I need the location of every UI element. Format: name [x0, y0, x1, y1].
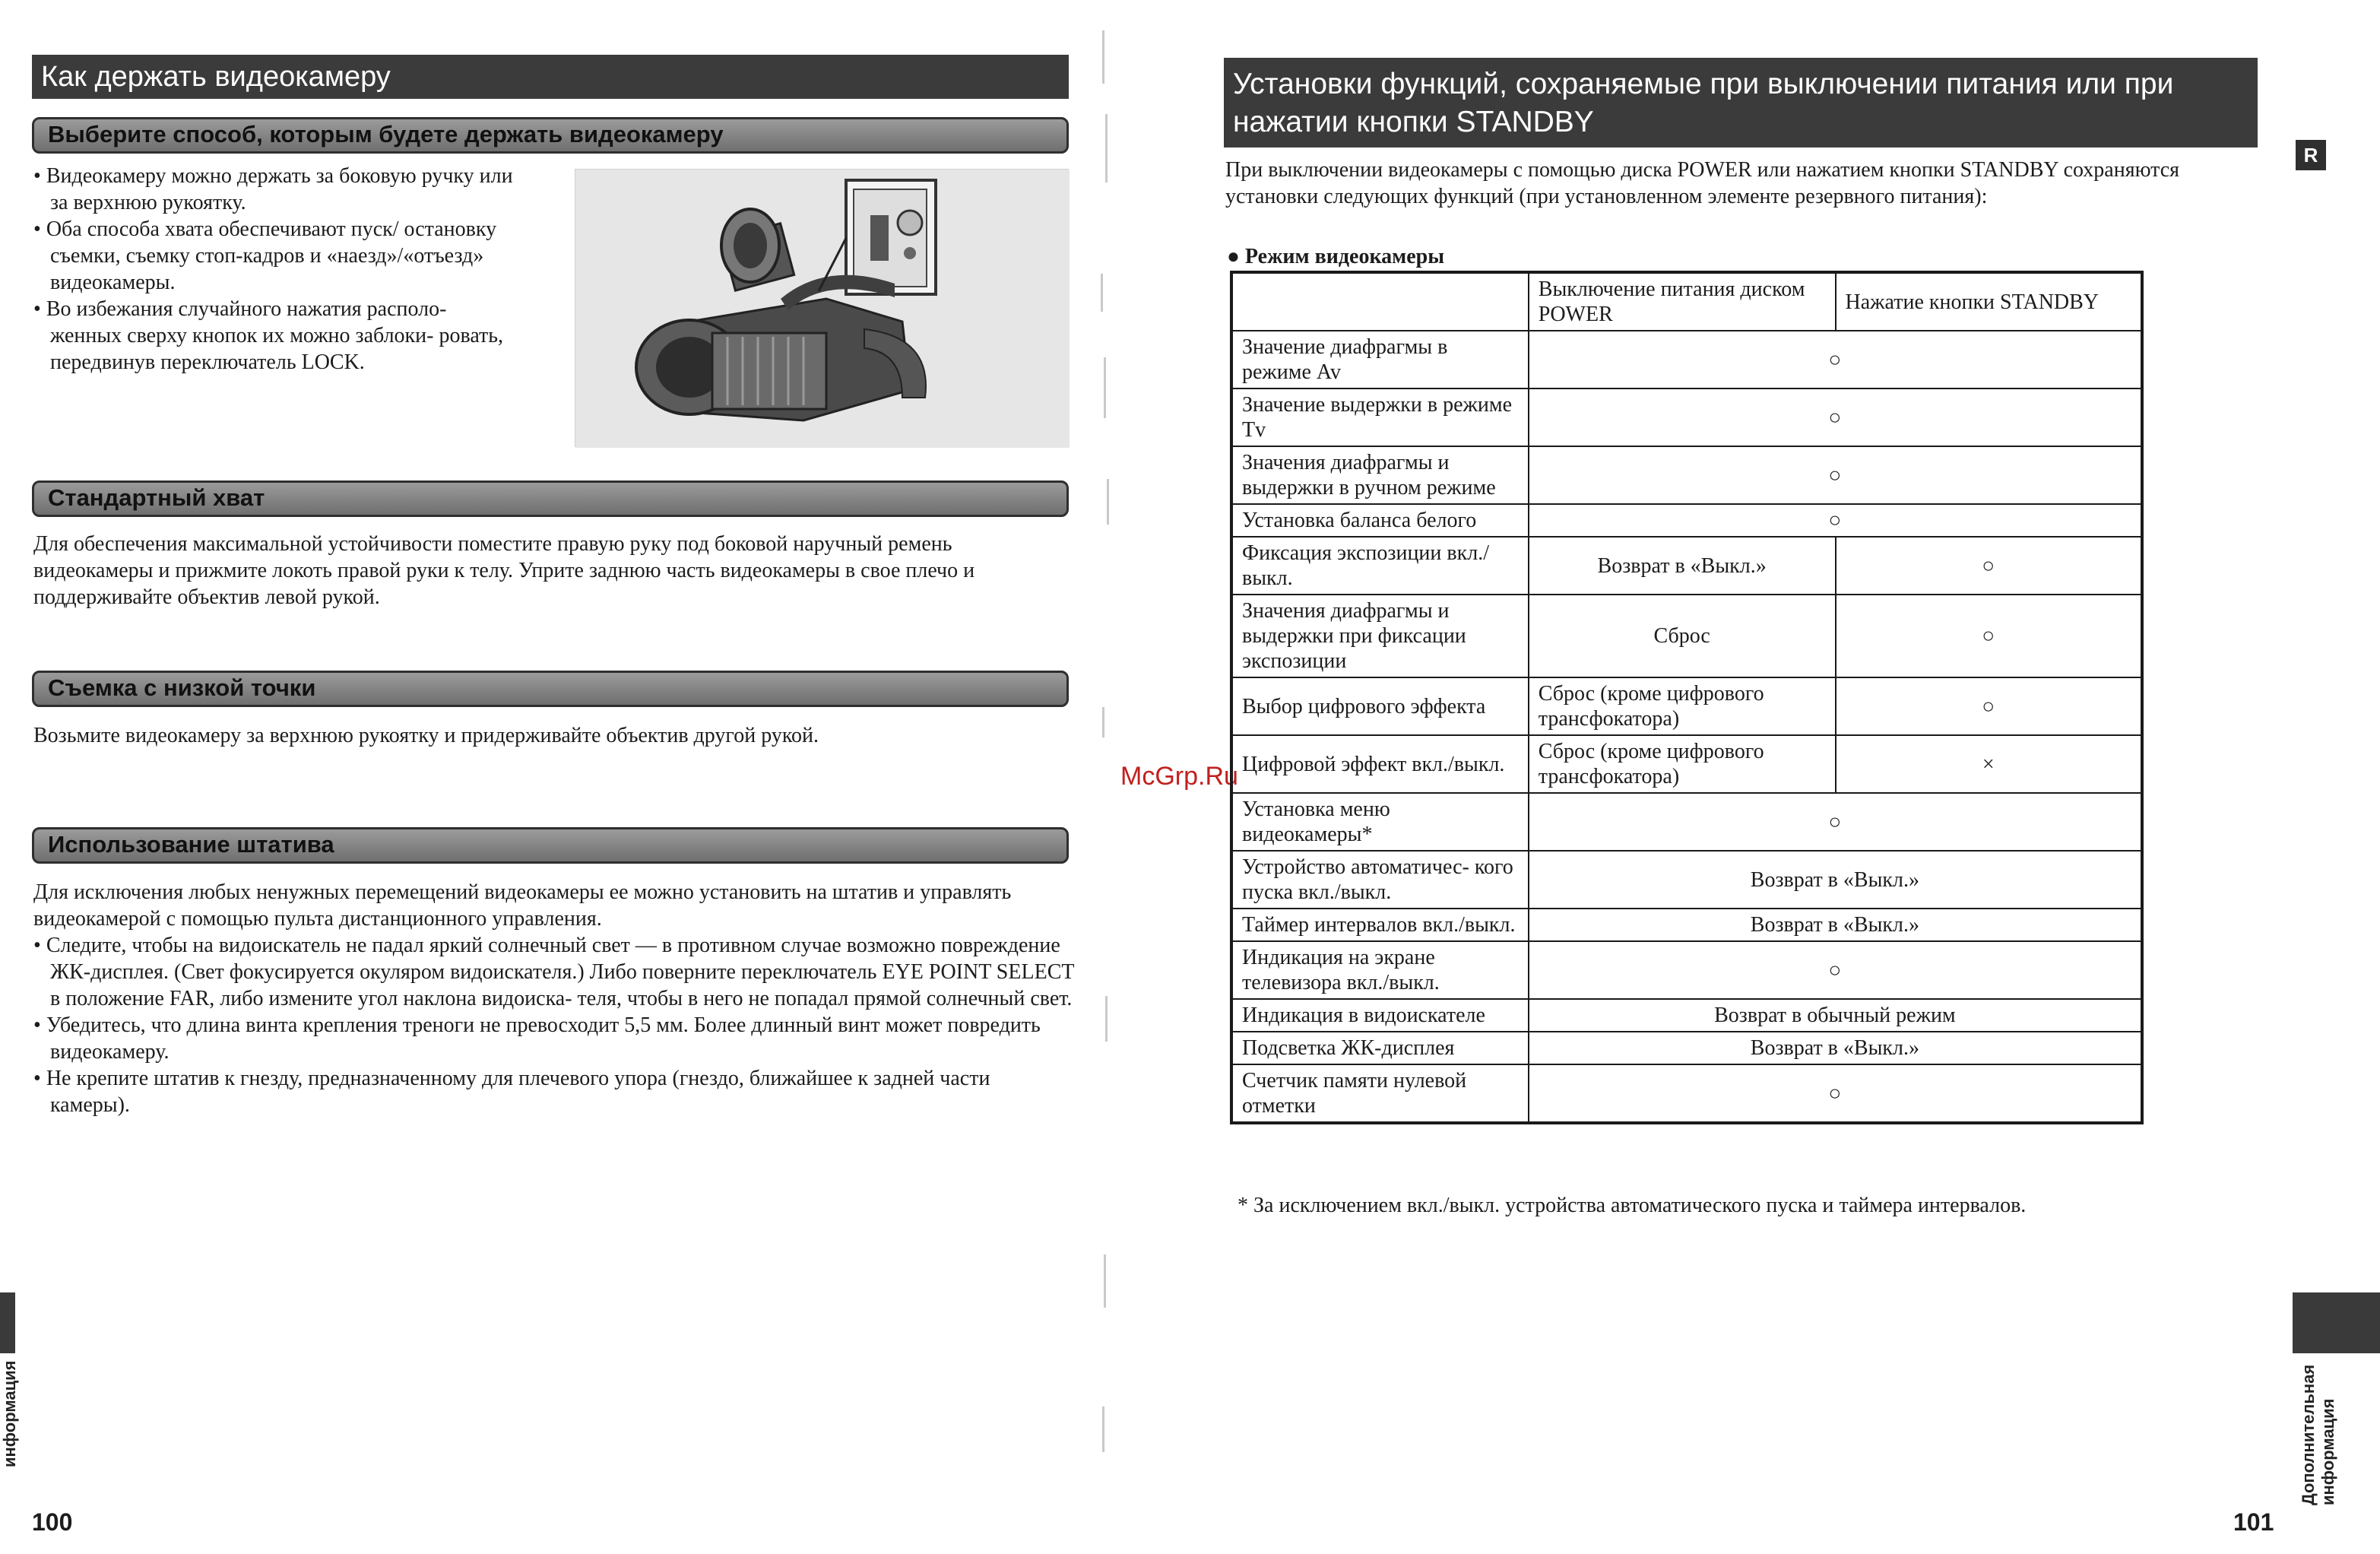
table-row: [1231, 595, 2142, 677]
settings-retention-table: [1230, 271, 2144, 1124]
row-value-power: Сброс (кроме цифрового трансфокатора): [1529, 735, 1836, 793]
row-value: ○: [1529, 941, 2142, 999]
table-row: [1231, 504, 2142, 537]
right-side-tab-marker: [2293, 1292, 2380, 1353]
table-row: [1231, 331, 2142, 388]
right-side-tab-label: Дополнительная информация: [2299, 1364, 2337, 1505]
table-row: [1231, 851, 2142, 909]
table-header-cell: [1231, 272, 1529, 331]
row-value-power: Возврат в «Выкл.»: [1529, 537, 1836, 595]
row-value: ○: [1529, 1064, 2142, 1123]
row-label: Фиксация экспозиции вкл./выкл.: [1231, 537, 1529, 595]
row-label: Значение диафрагмы в режиме Av: [1231, 331, 1529, 388]
hold-bullet: • Во избежания случайного нажатия располо- женных сверху кнопок их можно заблоки- ровать, передвинув переключатель LOCK.: [33, 296, 520, 376]
table-row: [1231, 446, 2142, 504]
camera-mode-heading: ● Режим видеокамеры: [1227, 245, 1444, 269]
row-value: ○: [1529, 793, 2142, 851]
table-header-cell: Нажатие кнопки STANDBY: [1836, 272, 2142, 331]
table-row: [1231, 388, 2142, 446]
left-page-title: Как держать видеокамеру: [32, 55, 1069, 99]
row-value-standby: ○: [1836, 537, 2142, 595]
hold-bullet: • Оба способа хвата обеспечивают пуск/ остановку съемки, съемку стоп-кадров и «наезд»/«отъезд» видеокамеры.: [33, 216, 520, 296]
hold-bullet: • Видеокамеру можно держать за боковую ручку или за верхнюю рукоятку.: [33, 163, 520, 216]
standard-grip-text: Для обеспечения максимальной устойчивости поместите правую руку под боковой наручный ремень видеокамеры и прижмите локоть правой руки к телу. Уприте заднюю часть видеокамеры в свое плечо и поддерживайте объектив левой рукой.: [33, 532, 975, 609]
row-label: Значение выдержки в режиме Tv: [1231, 388, 1529, 446]
row-value: ○: [1529, 388, 2142, 446]
row-label: Выбор цифрового эффекта: [1231, 677, 1529, 735]
table-footnote: * За исключением вкл./выкл. устройства автоматического пуска и таймера интервалов.: [1238, 1194, 2027, 1217]
region-badge: R: [2296, 140, 2326, 170]
table-row: [1231, 909, 2142, 941]
table-row: [1231, 793, 2142, 851]
low-angle-text: Возьмите видеокамеру за верхнюю рукоятку и придерживайте объектив другой рукой.: [33, 724, 819, 747]
row-label: Подсветка ЖК-дисплея: [1231, 1032, 1529, 1064]
table-header-row: [1231, 272, 2142, 331]
row-value-standby: ×: [1836, 735, 2142, 793]
row-label: Таймер интервалов вкл./выкл.: [1231, 909, 1529, 941]
tripod-bullet-list: [33, 932, 1075, 1118]
row-label: Установка меню видеокамеры*: [1231, 793, 1529, 851]
table-row: [1231, 677, 2142, 735]
row-value-standby: ○: [1836, 595, 2142, 677]
tripod-bullet: • Не крепите штатив к гнезду, предназначенному для плечевого упора (гнездо, ближайшее к задней части камеры).: [33, 1065, 1075, 1118]
right-page-title: Установки функций, сохраняемые при выключении питания или при нажатии кнопки STANDBY: [1224, 58, 2258, 147]
table-row: [1231, 1064, 2142, 1123]
left-side-tab-label: информация: [0, 1360, 19, 1467]
table-row: [1231, 537, 2142, 595]
camcorder-drawing: [575, 170, 1070, 448]
section-heading-low-angle: Съемка с низкой точки: [32, 671, 1069, 707]
row-label: Индикация на экране телевизора вкл./выкл.: [1231, 941, 1529, 999]
row-label: Значения диафрагмы и выдержки в ручном режиме: [1231, 446, 1529, 504]
page-number-right: 101: [2233, 1508, 2274, 1536]
row-value: ○: [1529, 446, 2142, 504]
row-value-power: Сброс (кроме цифрового трансфокатора): [1529, 677, 1836, 735]
row-label: Счетчик памяти нулевой отметки: [1231, 1064, 1529, 1123]
table-header-cell: Выключение питания диском POWER: [1529, 272, 1836, 331]
right-intro-text: При выключении видеокамеры с помощью диска POWER или нажатием кнопки STANDBY сохраняются установки следующих функций (при установленном элементе резервного питания):: [1225, 158, 2180, 208]
left-side-tab-marker: [0, 1292, 15, 1353]
row-value: Возврат в «Выкл.»: [1529, 909, 2142, 941]
row-value: ○: [1529, 504, 2142, 537]
watermark: McGrp.Ru: [1120, 762, 1238, 791]
tripod-intro-text: Для исключения любых ненужных перемещений видеокамеры ее можно установить на штатив и управлять видеокамерой с помощью пульта дистанционного управления.: [33, 880, 1012, 931]
camcorder-illustration: [575, 169, 1069, 447]
tripod-bullet: • Следите, чтобы на видоискатель не падал яркий солнечный свет — в противном случае возможно повреждение ЖК-дисплея. (Свет фокусируется окуляром видоискателя.) Либо поверните переключатель EYE POINT SELECT в положение FAR, либо измените угол наклона видоиска- теля, чтобы в него не попадал прямой солнечный свет.: [33, 932, 1075, 1012]
page-number-left: 100: [32, 1508, 73, 1536]
row-label: Установка баланса белого: [1231, 504, 1529, 537]
row-label: Устройство автоматичес- кого пуска вкл./выкл.: [1231, 851, 1529, 909]
row-value-standby: ○: [1836, 677, 2142, 735]
left-page: [0, 0, 1110, 1554]
hold-bullet-list: [33, 163, 520, 376]
row-label: Цифровой эффект вкл./выкл.: [1231, 735, 1529, 793]
table-row: [1231, 999, 2142, 1032]
tripod-bullet: • Убедитесь, что длина винта крепления треноги не превосходит 5,5 мм. Более длинный винт может повредить видеокамеру.: [33, 1012, 1075, 1065]
section-heading-hold-method: Выберите способ, которым будете держать видеокамеру: [32, 117, 1069, 154]
table-row: [1231, 941, 2142, 999]
row-value: Возврат в обычный режим: [1529, 999, 2142, 1032]
table-row: [1231, 1032, 2142, 1064]
section-heading-tripod: Использование штатива: [32, 827, 1069, 864]
row-value: Возврат в «Выкл.»: [1529, 1032, 2142, 1064]
row-value-power: Сброс: [1529, 595, 1836, 677]
table-row: [1231, 735, 2142, 793]
row-value: ○: [1529, 331, 2142, 388]
row-label: Индикация в видоискателе: [1231, 999, 1529, 1032]
row-label: Значения диафрагмы и выдержки при фиксации экспозиции: [1231, 595, 1529, 677]
row-value: Возврат в «Выкл.»: [1529, 851, 2142, 909]
section-heading-standard-grip: Стандартный хват: [32, 480, 1069, 517]
